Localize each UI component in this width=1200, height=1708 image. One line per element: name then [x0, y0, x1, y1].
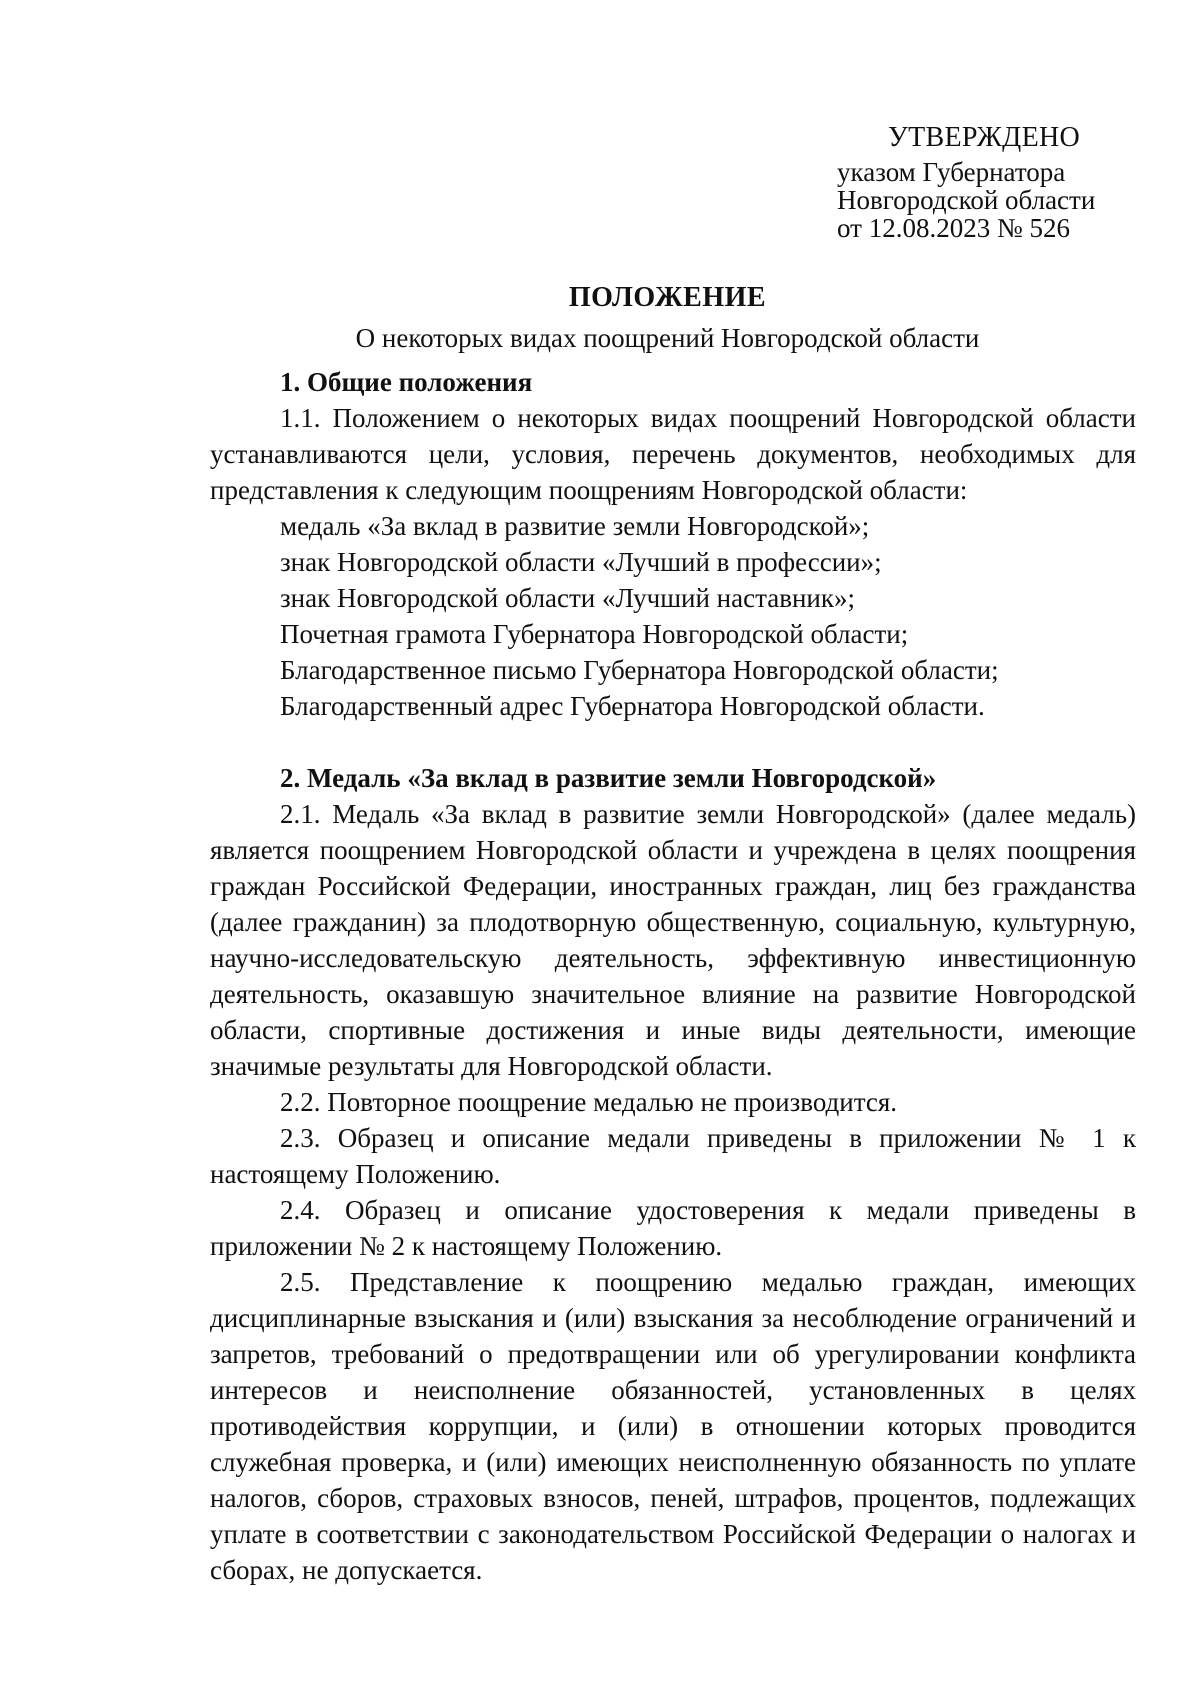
approval-stamp: [837, 118, 1167, 242]
approval-line-2: Новгородской области: [837, 185, 1096, 215]
paragraph-2-1: 2.1. Медаль «За вклад в развитие земли Новгородской» (далее медаль) является поощрением Новгородской области и учреждена в целях поощрения граждан Российской Федерации, иностранных граждан, лиц без гражданства (далее гражданин) за плодотворную общественную, социальную, культурную, научно-исследовательскую деятельность, эффективную инвестиционную деятельность, оказавшую значительное влияние на развитие Новгородской области, спортивные достижения и иные виды деятельности, имеющие значимые результаты для Новгородской области.: [210, 799, 1136, 1081]
list-item: Благодарственный адрес Губернатора Новгородской области.: [280, 691, 985, 721]
paragraph-2-4: 2.4. Образец и описание удостоверения к медали приведены в приложении № 2 к настоящему Положению.: [210, 1195, 1136, 1261]
document-body: [210, 364, 1136, 1588]
paragraph-2-3: 2.3. Образец и описание медали приведены в приложении № 1 к настоящему Положению.: [210, 1123, 1136, 1189]
paragraph-2-2: 2.2. Повторное поощрение медалью не производится.: [280, 1087, 898, 1117]
paragraph-1-1: 1.1. Положением о некоторых видах поощрений Новгородской области устанавливаются цели, условия, перечень документов, необходимых для представления к следующим поощрениям Новгородской области:: [210, 403, 1136, 505]
section-spacer: [210, 724, 1136, 760]
approval-line-3: от 12.08.2023 № 526: [837, 213, 1070, 243]
paragraph-2-5: 2.5. Представление к поощрению медалью граждан, имеющих дисциплинарные взыскания и (или) взыскания за несоблюдение ограничений и запретов, требований о предотвращении или об урегулировании конфликта интересов и неисполнение обязанностей, установленных в целях противодействия коррупции, и (или) в отношении которых проводится служебная проверка, и (или) имеющих неисполненную обязанность по уплате налогов, сборов, страховых взносов, пеней, штрафов, процентов, подлежащих уплате в соответствии с законодательством Российской Федерации о налогах и сборах, не допускается.: [210, 1267, 1136, 1585]
list-item: Почетная грамота Губернатора Новгородской области;: [280, 619, 909, 649]
section-2-heading: 2. Медаль «За вклад в развитие земли Новгородской»: [280, 763, 937, 793]
list-item: знак Новгородской области «Лучший наставник»;: [280, 583, 855, 613]
document-title: ПОЛОЖЕНИЕ: [568, 282, 767, 313]
award-list: [210, 508, 1136, 724]
list-item: медаль «За вклад в развитие земли Новгородской»;: [280, 511, 870, 541]
approval-title: УТВЕРЖДЕНО: [888, 122, 1081, 153]
list-item: знак Новгородской области «Лучший в профессии»;: [280, 547, 882, 577]
document-subtitle: О некоторых видах поощрений Новгородской области: [355, 323, 980, 353]
section-1-heading: 1. Общие положения: [280, 367, 533, 397]
approval-line-1: указом Губернатора: [837, 157, 1066, 187]
list-item: Благодарственное письмо Губернатора Новгородской области;: [280, 655, 999, 685]
